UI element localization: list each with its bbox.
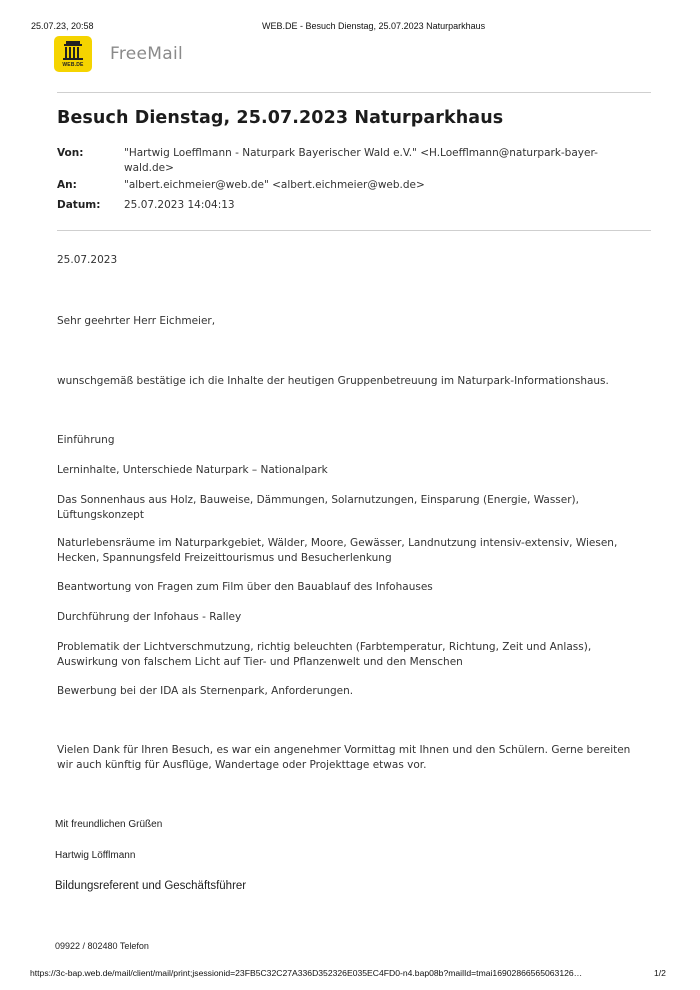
body-date: 25.07.2023 <box>57 254 118 266</box>
topic-line: Das Sonnenhaus aus Holz, Bauweise, Dämmungen, Solarnutzungen, Einsparung (Energie, Wasser), <box>57 494 579 506</box>
webde-logo[interactable] <box>54 36 92 72</box>
from-line-1: "Hartwig Loefflmann - Naturpark Bayerischer Wald e.V." <H.Loefflmann@naturpark-bayer- <box>124 147 598 159</box>
date-label: Datum: <box>57 199 101 211</box>
body-divider <box>57 230 651 231</box>
topic-line: Problematik der Lichtverschmutzung, richtig beleuchten (Farbtemperatur, Richtung, Zeit und Anlass), <box>57 641 592 653</box>
header-divider <box>57 92 651 93</box>
print-page-title: WEB.DE - Besuch Dienstag, 25.07.2023 Naturparkhaus <box>262 21 486 31</box>
thanks-line: wir auch künftig für Ausflüge, Wandertage oder Projekttage etwas vor. <box>57 758 427 771</box>
thanks-paragraph <box>57 743 657 772</box>
logo-label: WEB.DE <box>62 62 84 68</box>
topic-item: Einführung <box>57 434 115 446</box>
email-subject: Besuch Dienstag, 25.07.2023 Naturparkhaus <box>57 108 504 128</box>
to-value: "albert.eichmeier@web.de" <albert.eichmeier@web.de> <box>124 179 425 191</box>
freemail-brand: FreeMail <box>110 44 184 64</box>
from-value <box>124 146 598 176</box>
to-label: An: <box>57 179 77 191</box>
topic-line: Auswirkung von falschem Licht auf Tier- und Pflanzenwelt und den Menschen <box>57 655 463 668</box>
topic-item: Beantwortung von Fragen zum Film über den Bauablauf des Infohauses <box>57 581 433 593</box>
building-icon <box>54 38 92 64</box>
topic-item: Bewerbung bei der IDA als Sternenpark, Anforderungen. <box>57 685 354 697</box>
thanks-line: Vielen Dank für Ihren Besuch, es war ein angenehmer Vormittag mit Ihnen und den Schülern. Gerne bereiten <box>57 744 631 756</box>
salutation: Sehr geehrter Herr Eichmeier, <box>57 315 216 327</box>
topic-line: Lüftungskonzept <box>57 508 144 521</box>
date-value: 25.07.2023 14:04:13 <box>124 199 235 211</box>
topic-line: Hecken, Spannungsfeld Freizeittourismus und Besucherlenkung <box>57 551 392 564</box>
intro-paragraph: wunschgemäß bestätige ich die Inhalte der heutigen Gruppenbetreuung im Naturpark-Informationshaus. <box>57 375 609 387</box>
signature-name: Hartwig Löfflmann <box>55 850 136 861</box>
topic-item: Lerninhalte, Unterschiede Naturpark – Nationalpark <box>57 464 328 476</box>
page-number: 1/2 <box>654 968 666 978</box>
closing: Mit freundlichen Grüßen <box>55 819 163 830</box>
print-datetime: 25.07.23, 20:58 <box>31 21 94 31</box>
print-url: https://3c-bap.web.de/mail/client/mail/print;jsessionid=23FB5C32C27A336D352326E035EC4FD0-n4.bap08b?mailId=tmai16902866565063126… <box>30 968 583 978</box>
signature-role: Bildungsreferent und Geschäftsführer <box>55 880 247 892</box>
topic-item <box>57 536 657 565</box>
topic-item <box>57 493 657 522</box>
topic-line: Naturlebensräume im Naturparkgebiet, Wälder, Moore, Gewässer, Landnutzung intensiv-extensiv, Wiesen, <box>57 537 618 549</box>
topic-item <box>57 640 657 669</box>
signature-phone: 09922 / 802480 Telefon <box>55 941 149 951</box>
from-label: Von: <box>57 147 84 159</box>
topic-item: Durchführung der Infohaus - Ralley <box>57 611 242 623</box>
from-line-2: wald.de> <box>124 162 174 174</box>
